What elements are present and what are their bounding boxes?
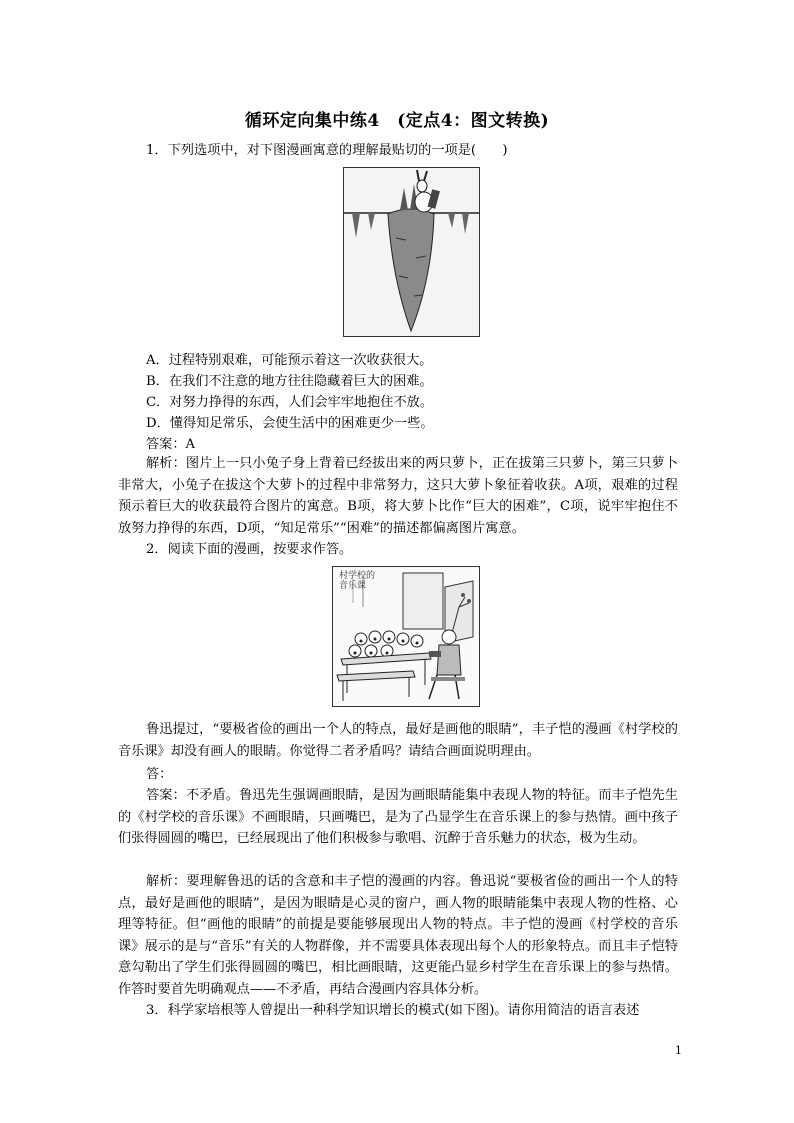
answer-2-label: 答：: [146, 767, 173, 782]
music-class-cartoon: [332, 566, 480, 707]
answer-2: 答案：不矛盾。鲁迅先生强调画眼睛，是因为画眼睛能集中表现人物的特征。而丰子恺先生的《村学校的音乐课》不画眼睛，只画嘴巴，是为了凸显学生在音乐课上的参与热情。画中孩子们张得圆圆的嘴巴，已经展现出了他们积极参与歌唱、沉醉于音乐魅力的状态，极为生动。: [118, 788, 678, 846]
question-2-prompt: 鲁迅提过，“要极省俭的画出一个人的特点，最好是画他的眼睛”，丰子恺的漫画《村学校的音乐课》却没有画人的眼睛。你觉得二者矛盾吗？请结合画面说明理由。: [118, 722, 678, 759]
answer-1: 答案：A: [146, 437, 196, 452]
carrot-cartoon-drawing: [344, 168, 479, 336]
page-title: 循环定向集中练4 (定点4：图文转换): [244, 111, 550, 131]
option-c: C．对努力挣得的东西，人们会牢牢地抱住不放。: [146, 395, 434, 410]
question-2-stem: 2．阅读下面的漫画，按要求作答。: [146, 542, 353, 557]
carrot-cartoon: [343, 167, 480, 337]
page-number: 1: [675, 1044, 682, 1057]
option-b: B．在我们不注意的地方往往隐藏着巨大的困难。: [146, 374, 433, 389]
analysis-1: 解析：图片上一只小兔子身上背着已经拔出来的两只萝卜，正在拔第三只萝卜，第三只萝卜非常大，小兔子在拔这个大萝卜的过程中非常努力，这只大萝卜象征着收获。A项，艰难的过程预示着巨大的收获最符合图片的寓意。B项，将大萝卜比作“巨大的困难”，C项，说牢牢抱住不放努力挣得的东西，D项，“知足常乐”“困难”的描述都偏离图片寓意。: [118, 456, 678, 536]
cartoon-caption: 村学校的音乐课: [339, 571, 376, 591]
analysis-2: 解析：要理解鲁迅的话的含意和丰子恺的漫画的内容。鲁迅说“要极省俭的画出一个人的特点，最好是画他的眼睛”，是因为眼睛是心灵的窗户，画人物的眼睛能集中表现人物的性格、心理等特征。但“画他的眼睛”的前提是要能够展现出人物的特点。丰子恺的漫画《村学校的音乐课》展示的是与“音乐”有关的人物群像，并不需要具体表现出每个人的形象特点。而且丰子恺特意勾勒出了学生们张得圆圆的嘴巴，相比画眼睛，这更能凸显乡村学生在音乐课上的参与热情。作答时要首先明确观点——不矛盾，再结合漫画内容具体分析。: [118, 874, 678, 997]
question-1-stem: 1．下列选项中，对下图漫画寓意的理解最贴切的一项是( ): [146, 143, 508, 158]
option-d: D．懂得知足常乐，会使生活中的困难更少一些。: [146, 416, 434, 431]
question-3-stem: 3．科学家培根等人曾提出一种科学知识增长的模式(如下图)。请你用简洁的语言表述: [146, 1003, 640, 1018]
option-a: A．过程特别艰难，可能预示着这一次收获很大。: [146, 353, 433, 368]
